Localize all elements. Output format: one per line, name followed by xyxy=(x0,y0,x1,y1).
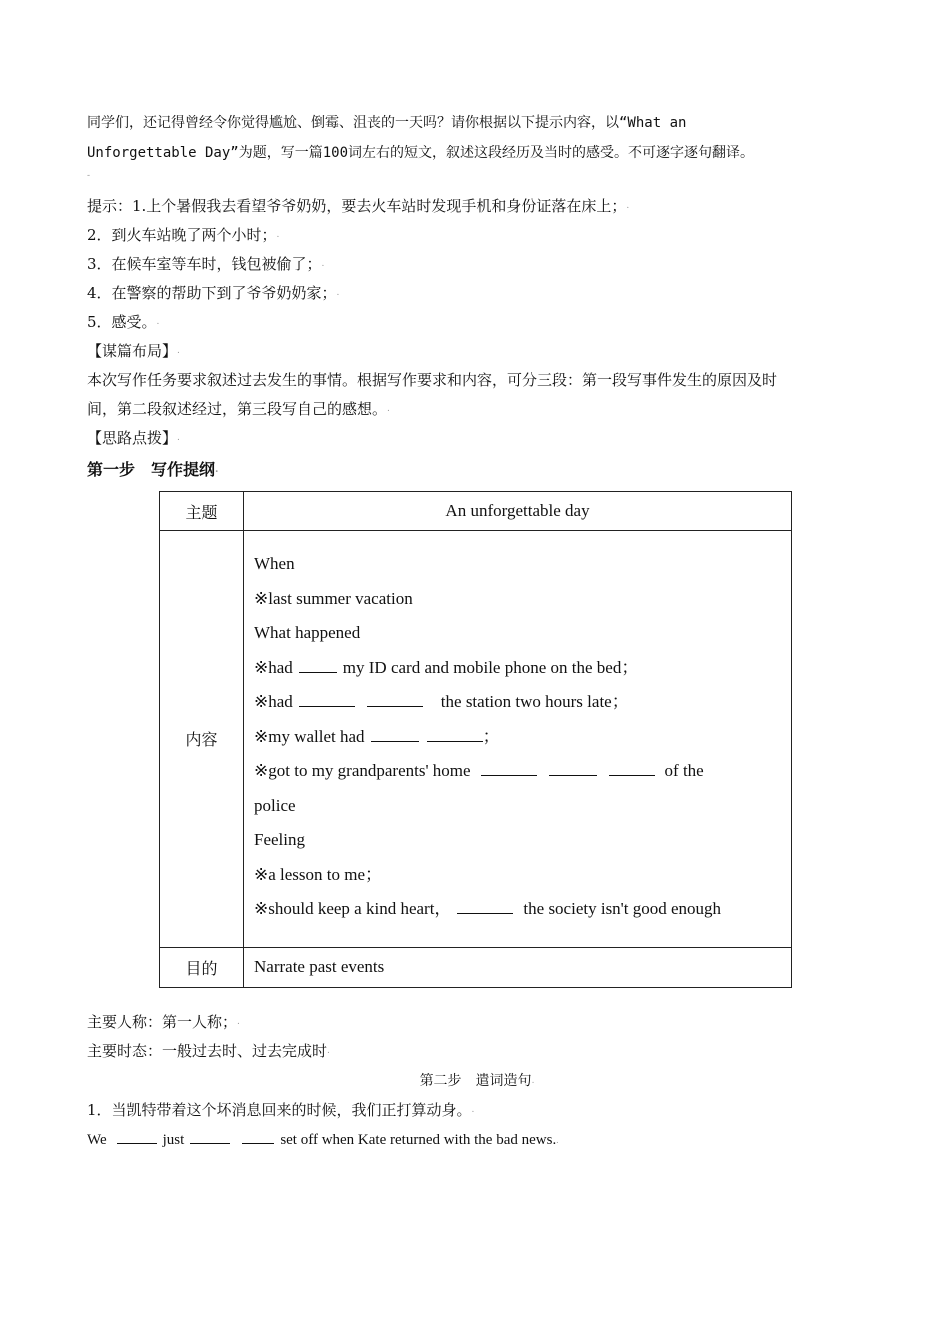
theme-label: 主题 xyxy=(160,492,244,531)
purpose-value: Narrate past events xyxy=(244,947,792,987)
content-item-4-cont: police xyxy=(254,795,296,815)
fill-blank[interactable] xyxy=(609,761,655,776)
fill-blank[interactable] xyxy=(457,899,513,914)
step-2-title: 第二步 遣词造句. xyxy=(419,1073,535,1089)
purpose-label: 目的 xyxy=(160,947,244,987)
when-item: ※last summer vacation xyxy=(254,588,413,608)
question-1-chinese: 1．当凯特带着这个坏消息回来的时候，我们正打算动身。. xyxy=(87,1101,475,1119)
layout-heading: 【谋篇布局】. xyxy=(87,342,180,360)
outline-purpose-row xyxy=(160,947,792,987)
fill-blank[interactable] xyxy=(117,1129,157,1144)
fill-blank[interactable] xyxy=(299,692,355,707)
hint-3: 3．在候车室等车时，钱包被偷了；. xyxy=(87,255,325,273)
intro-line-1: 同学们，还记得曾经令你觉得尴尬、倒霉、沮丧的一天吗？请你根据以下提示内容，以“What an xyxy=(87,115,687,131)
fill-blank[interactable] xyxy=(367,692,423,707)
intro-line-2: Unforgettable Day”为题，写一篇100词左右的短文，叙述这段经历及当时的感受。不可逐字逐句翻译。 xyxy=(87,145,755,161)
content-item-2: ※had the station two hours late； xyxy=(254,692,629,711)
layout-text-1: 本次写作任务要求叙述过去发生的事情。根据写作要求和内容，可分三段：第一段写事件发生的原因及时 xyxy=(87,371,778,389)
feeling-item-2: ※should keep a kind heart， the society isn't good enough xyxy=(254,899,722,918)
hint-2: 2．到火车站晚了两个小时；. xyxy=(87,226,280,244)
layout-text-2: 间，第二段叙述经过，第三段写自己的感想。. xyxy=(87,400,390,418)
document-body-continued xyxy=(87,1008,867,1155)
thinking-heading: 【思路点拨】. xyxy=(87,429,180,447)
fill-blank[interactable] xyxy=(481,761,537,776)
outline-content-row xyxy=(160,531,792,948)
fill-blank[interactable] xyxy=(549,761,597,776)
hint-1: 提示：1.上个暑假我去看望爷爷奶奶，要去火车站时发现手机和身份证落在床上；. xyxy=(87,197,630,215)
main-tense: 主要时态：一般过去时、过去完成时. xyxy=(87,1042,330,1060)
main-person: 主要人称：第一人称；. xyxy=(87,1013,240,1031)
fill-blank[interactable] xyxy=(190,1129,230,1144)
fill-blank[interactable] xyxy=(299,658,337,673)
hint-4: 4．在警察的帮助下到了爷爷奶奶家；. xyxy=(87,284,340,302)
outline-theme-row xyxy=(160,492,792,531)
outline-table xyxy=(159,491,792,988)
fill-blank[interactable] xyxy=(371,727,419,742)
hint-5: 5．感受。. xyxy=(87,313,160,331)
step-1-title: 第一步 写作提纲. xyxy=(87,460,219,479)
document-body xyxy=(87,108,867,485)
fill-blank[interactable] xyxy=(242,1129,274,1144)
theme-value: An unforgettable day xyxy=(244,492,792,531)
content-label: 内容 xyxy=(160,531,244,948)
content-cell xyxy=(244,531,792,948)
when-heading: When xyxy=(254,554,295,573)
content-item-4: ※got to my grandparents' home of the xyxy=(254,761,704,780)
blank-paragraph: - xyxy=(87,171,91,181)
what-heading: What happened xyxy=(254,623,361,642)
question-1-english: We just set off when Kate returned with the bad news.. xyxy=(87,1125,867,1155)
content-item-1: ※had my ID card and mobile phone on the bed； xyxy=(254,657,639,677)
feeling-item-1: ※a lesson to me； xyxy=(254,864,383,884)
feeling-heading: Feeling xyxy=(254,830,305,849)
fill-blank[interactable] xyxy=(427,727,483,742)
content-item-3: ※my wallet had ； xyxy=(254,726,500,746)
